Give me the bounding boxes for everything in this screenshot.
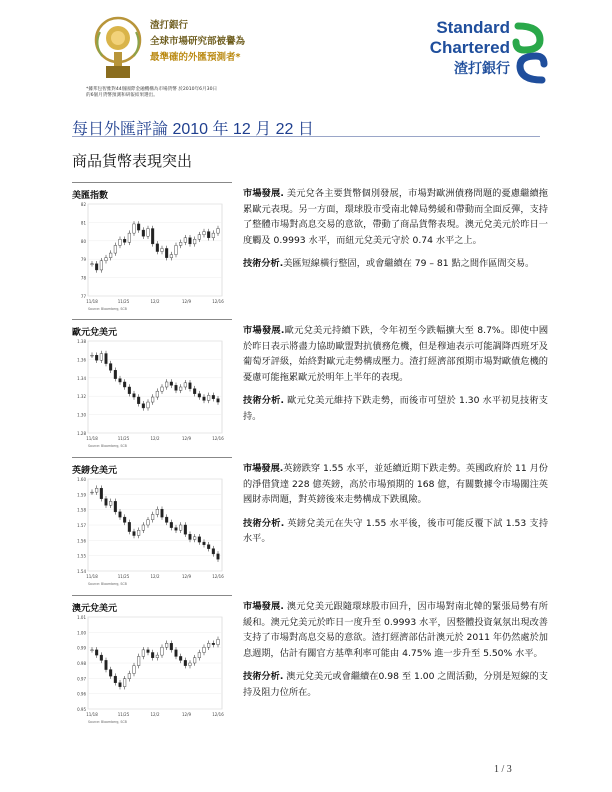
x-tick-label: 11/18 xyxy=(86,299,98,304)
y-tick-label: 1.56 xyxy=(77,538,86,544)
brand-logo-text xyxy=(400,18,510,78)
candle-body xyxy=(161,248,164,251)
candle-body xyxy=(189,383,192,389)
candle-body xyxy=(156,509,159,514)
section-rule xyxy=(72,319,232,320)
candle-body xyxy=(142,230,145,236)
x-tick-label: 12/2 xyxy=(150,574,160,579)
candle-body xyxy=(105,354,108,364)
candle-body xyxy=(109,364,112,371)
candle-body xyxy=(100,261,103,270)
paragraph-body: 美元兌各主要貨幣個別發展，市場對歐洲債務問題的憂慮繼續拖累歐元表現。另一方面，環球股市受南北韓局勢緩和帶動而全面反彈，支持了整體市場對高息交易的意欲，帶動了商品貨幣表現。澳元兌美元於昨日一度觸及 0.9993 水平，而紐元兌美元守於 0.74 水平之上。 xyxy=(243,188,548,246)
award-footnote xyxy=(86,87,326,99)
paragraph-heading: 市場發展. xyxy=(243,601,284,612)
candle-body xyxy=(109,253,112,258)
candle-body xyxy=(100,655,103,660)
candle-body xyxy=(212,395,215,398)
candle-body xyxy=(161,387,164,391)
section-text xyxy=(243,599,548,700)
paragraph-heading: 市場發展. xyxy=(243,463,284,474)
candle-body xyxy=(133,532,136,536)
y-tick-label: 1.28 xyxy=(77,431,86,436)
award-text xyxy=(150,18,260,66)
y-tick-label: 1.34 xyxy=(77,375,86,381)
paragraph-heading: 技術分析. xyxy=(243,517,285,529)
x-tick-label: 12/9 xyxy=(182,299,191,304)
candle-body xyxy=(184,383,187,387)
candle-body xyxy=(142,404,145,408)
candlestick-chart xyxy=(72,200,232,318)
candle-body xyxy=(212,233,215,238)
candle-body xyxy=(179,656,182,660)
candle-body xyxy=(91,492,94,493)
section-label: 美匯指數 xyxy=(72,191,109,201)
chart-source-note: Source: Bloomberg, SCB xyxy=(88,582,127,586)
brand-logo-icon xyxy=(510,20,550,86)
paragraph-body: 澳元兌美元跟隨環球股市回升，因市場對南北韓的緊張局勢有所緩和。澳元兌美元於昨日一度升至 0.9993 水平，因整體投資氣氛出現改善支持了市場對高息交易的意欲。渣打經濟部估計澳元於 2011 年仍然處於加息週期，估計有關官方基準利率可能由 4.75% 進一步升至 5.50% 水平。 xyxy=(243,601,548,659)
candle-body xyxy=(184,525,187,534)
x-tick-label: 12/16 xyxy=(212,436,224,441)
candle-body xyxy=(184,660,187,665)
candle-body xyxy=(137,656,140,665)
logo-line-1: Standard xyxy=(436,18,510,37)
candle-body xyxy=(156,391,159,397)
candle-body xyxy=(189,238,192,244)
section-rule xyxy=(72,182,232,183)
section-paragraph xyxy=(243,599,548,661)
chart-source-note: Source: Bloomberg, SCB xyxy=(88,307,127,311)
candle-body xyxy=(193,658,196,663)
y-tick-label: 78 xyxy=(80,275,86,281)
x-tick-label: 12/9 xyxy=(182,436,191,441)
page-subtitle: 商品貨幣表現突出 xyxy=(72,152,193,170)
candle-body xyxy=(109,501,112,505)
candle-body xyxy=(165,517,168,522)
candle-body xyxy=(91,355,94,356)
candle-body xyxy=(151,229,154,244)
candle-body xyxy=(91,264,94,265)
section-rule xyxy=(72,457,232,458)
award-line-2: 全球市場研究部被譽為 xyxy=(150,36,246,47)
y-tick-label: 1.54 xyxy=(77,569,86,574)
candle-body xyxy=(193,537,196,540)
y-tick-label: 1.01 xyxy=(77,615,86,620)
candle-body xyxy=(165,643,168,647)
candle-body xyxy=(189,663,192,666)
candle-body xyxy=(133,224,136,233)
candle-body xyxy=(203,397,206,400)
logo-line-2: Chartered xyxy=(429,38,510,57)
y-tick-label: 1.32 xyxy=(77,394,86,400)
paragraph-heading: 市場發展. xyxy=(243,188,284,199)
y-tick-label: 1.58 xyxy=(77,507,86,513)
section-rule xyxy=(72,595,232,596)
paragraph-heading: 技術分析. xyxy=(243,258,284,269)
candle-body xyxy=(175,385,178,390)
candle-body xyxy=(119,239,122,245)
x-tick-label: 11/18 xyxy=(86,712,98,717)
candle-body xyxy=(109,670,112,677)
logo-line-3: 渣打銀行 xyxy=(454,60,510,76)
paragraph-body: 英鎊兌美元在失守 1.55 水平後，後市可能反覆下試 1.53 支持水平。 xyxy=(243,517,549,544)
y-tick-label: 1.60 xyxy=(77,477,86,482)
candle-body xyxy=(95,488,98,492)
candle-body xyxy=(151,397,154,402)
x-tick-label: 11/18 xyxy=(86,574,98,579)
candle-body xyxy=(119,683,122,687)
x-tick-label: 11/18 xyxy=(86,436,98,441)
candle-body xyxy=(179,242,182,245)
award-note-line-1: *據邦包智雅對44個國際金融機構為市場貨幣 於2010年6月30日 xyxy=(86,87,218,92)
section-label: 澳元兌美元 xyxy=(72,604,118,614)
candle-body xyxy=(175,245,178,254)
candle-body xyxy=(128,522,131,531)
x-tick-label: 12/16 xyxy=(212,299,224,304)
candle-body xyxy=(170,522,173,527)
candle-body xyxy=(156,655,159,658)
award-note-line-2: 的6個月貨幣預測和研報結果選出。 xyxy=(86,93,158,98)
candle-body xyxy=(170,255,173,258)
section-paragraph xyxy=(243,669,548,700)
x-tick-label: 12/2 xyxy=(150,436,160,441)
candle-body xyxy=(123,517,126,522)
candle-body xyxy=(133,666,136,674)
award-line-3: 最準確的外匯預測者* xyxy=(150,52,241,63)
candle-body xyxy=(123,679,126,687)
x-tick-label: 11/25 xyxy=(117,574,130,579)
candle-body xyxy=(156,244,159,252)
candle-body xyxy=(114,501,117,512)
candle-body xyxy=(142,525,145,530)
candle-body xyxy=(95,650,98,655)
candle-body xyxy=(193,239,196,244)
candle-body xyxy=(161,509,164,517)
candle-body xyxy=(203,647,206,652)
candle-body xyxy=(137,397,140,404)
candle-body xyxy=(212,549,215,554)
candle-body xyxy=(133,394,136,397)
y-tick-label: 0.98 xyxy=(77,661,86,666)
paragraph-body: 美匯短線橫行整固，或會繼續在 79 – 81 點之間作區間交易。 xyxy=(283,258,535,269)
candle-body xyxy=(137,224,140,230)
candle-body xyxy=(212,643,215,644)
x-tick-label: 11/25 xyxy=(117,712,130,717)
candle-body xyxy=(217,229,220,234)
candle-body xyxy=(114,370,117,378)
y-tick-label: 0.97 xyxy=(77,676,86,682)
paragraph-body: 歐元兌美元持續下跌，令年初至今跌幅擴大至 8.7%。即使中國於昨日表示將盡力協助歐盟對抗債務危機，但是穆迪表示可能調降西班牙及葡萄牙評級，始終對歐元走勢構成壓力。渣打經濟部預期市場對歐債危機的憂慮可能拖累歐元於明年上半年的表現。 xyxy=(243,325,549,383)
candle-body xyxy=(147,650,150,653)
candle-body xyxy=(137,530,140,535)
candle-body xyxy=(175,528,178,531)
x-tick-label: 12/16 xyxy=(212,574,224,579)
y-tick-label: 77 xyxy=(80,294,86,299)
candlestick-chart xyxy=(72,337,232,455)
candle-body xyxy=(119,379,122,382)
section-text xyxy=(243,186,548,272)
y-tick-label: 81 xyxy=(80,220,86,226)
x-tick-label: 12/9 xyxy=(182,712,191,717)
candle-body xyxy=(170,382,173,385)
candle-body xyxy=(203,232,206,235)
candle-body xyxy=(147,229,150,237)
candle-body xyxy=(100,488,103,499)
y-tick-label: 1.57 xyxy=(77,523,86,528)
candle-body xyxy=(207,643,210,647)
x-tick-label: 12/2 xyxy=(150,712,160,717)
x-tick-label: 12/2 xyxy=(150,299,160,304)
y-tick-label: 1.30 xyxy=(77,412,86,418)
candle-body xyxy=(114,245,117,253)
candle-body xyxy=(151,652,154,657)
section-text xyxy=(243,461,548,547)
y-tick-label: 79 xyxy=(80,257,86,263)
y-tick-label: 0.95 xyxy=(77,707,86,712)
candle-body xyxy=(105,258,108,261)
page-title: 每日外匯評論 2010 年 12 月 22 日 xyxy=(72,121,314,138)
candle-body xyxy=(142,650,145,657)
candlestick-chart xyxy=(72,613,232,731)
candlestick-chart xyxy=(72,475,232,593)
candle-body xyxy=(203,542,206,545)
section-paragraph xyxy=(243,323,548,385)
y-tick-label: 1.38 xyxy=(77,339,86,344)
candle-body xyxy=(100,354,103,361)
chart-source-note: Source: Bloomberg, SCB xyxy=(88,444,127,448)
candle-body xyxy=(179,525,182,530)
chart-source-note: Source: Bloomberg, SCB xyxy=(88,720,127,724)
title-divider xyxy=(72,136,540,137)
candle-body xyxy=(179,387,182,390)
section-paragraph xyxy=(243,393,548,424)
x-tick-label: 12/16 xyxy=(212,712,224,717)
candle-body xyxy=(193,389,196,394)
candle-body xyxy=(207,232,210,238)
plot-frame xyxy=(88,204,222,296)
candle-body xyxy=(105,499,108,506)
candle-body xyxy=(184,238,187,243)
candle-body xyxy=(151,514,154,519)
candle-body xyxy=(165,248,168,257)
candle-body xyxy=(95,355,98,360)
candle-body xyxy=(123,382,126,387)
x-tick-label: 12/9 xyxy=(182,574,191,579)
y-tick-label: 80 xyxy=(80,238,86,244)
candle-body xyxy=(161,647,164,655)
section-paragraph xyxy=(243,461,548,508)
section-paragraph xyxy=(243,256,548,272)
candle-body xyxy=(128,233,131,242)
page-number: 1 / 3 xyxy=(494,764,512,775)
candle-body xyxy=(170,643,173,650)
candle-body xyxy=(207,545,210,549)
candle-body xyxy=(189,534,192,539)
y-tick-label: 82 xyxy=(80,202,86,207)
section-label: 歐元兌美元 xyxy=(72,328,118,338)
section-text xyxy=(243,323,548,424)
candle-body xyxy=(91,650,94,651)
paragraph-heading: 市場發展. xyxy=(243,325,285,336)
paragraph-body: 歐元兌美元維持下跌走勢，而後市可望於 1.30 水平初見技術支持。 xyxy=(243,395,548,422)
section-paragraph xyxy=(243,516,548,547)
award-trophy-icon xyxy=(88,14,148,84)
candle-body xyxy=(175,650,178,657)
candle-body xyxy=(95,264,98,270)
candle-body xyxy=(198,235,201,240)
section-label: 英鎊兌美元 xyxy=(72,466,118,476)
candle-body xyxy=(198,394,201,397)
candle-body xyxy=(165,382,168,387)
paragraph-body: 澳元兌美元或會繼續在0.98 至 1.00 之間活動，分別是短線的支持及阻力位所在。 xyxy=(243,671,548,698)
candle-body xyxy=(207,395,210,400)
award-line-1: 渣打銀行 xyxy=(150,20,189,31)
y-tick-label: 1.59 xyxy=(77,492,86,498)
candle-body xyxy=(147,520,150,525)
y-tick-label: 1.00 xyxy=(77,630,86,636)
y-tick-label: 0.96 xyxy=(77,691,86,697)
candle-body xyxy=(123,239,126,242)
x-tick-label: 11/25 xyxy=(117,299,130,304)
plot-frame xyxy=(88,341,222,433)
candle-body xyxy=(147,402,150,408)
candle-body xyxy=(128,387,131,394)
paragraph-heading: 技術分析. xyxy=(243,395,284,406)
y-tick-label: 1.36 xyxy=(77,357,86,363)
paragraph-heading: 技術分析. xyxy=(243,671,284,682)
section-paragraph xyxy=(243,186,548,248)
y-tick-label: 1.55 xyxy=(77,553,86,559)
candle-body xyxy=(105,660,108,669)
paragraph-body: 英鎊跌穿 1.55 水平，並延續近期下跌走勢。英國政府於 11 月份的淨借貸達 228 億英鎊，高於市場預期的 168 億，有關數據令市場關注英國財赤問題，對英鎊後來走勢構成下跌風險。 xyxy=(243,463,548,505)
candle-body xyxy=(217,399,220,402)
candle-body xyxy=(114,676,117,683)
candle-body xyxy=(128,674,131,679)
y-tick-label: 0.99 xyxy=(77,645,86,651)
candle-body xyxy=(198,537,201,542)
candle-body xyxy=(217,639,220,644)
x-tick-label: 11/25 xyxy=(117,436,130,441)
candle-body xyxy=(119,512,122,517)
candle-body xyxy=(217,554,220,559)
candle-body xyxy=(198,652,201,657)
